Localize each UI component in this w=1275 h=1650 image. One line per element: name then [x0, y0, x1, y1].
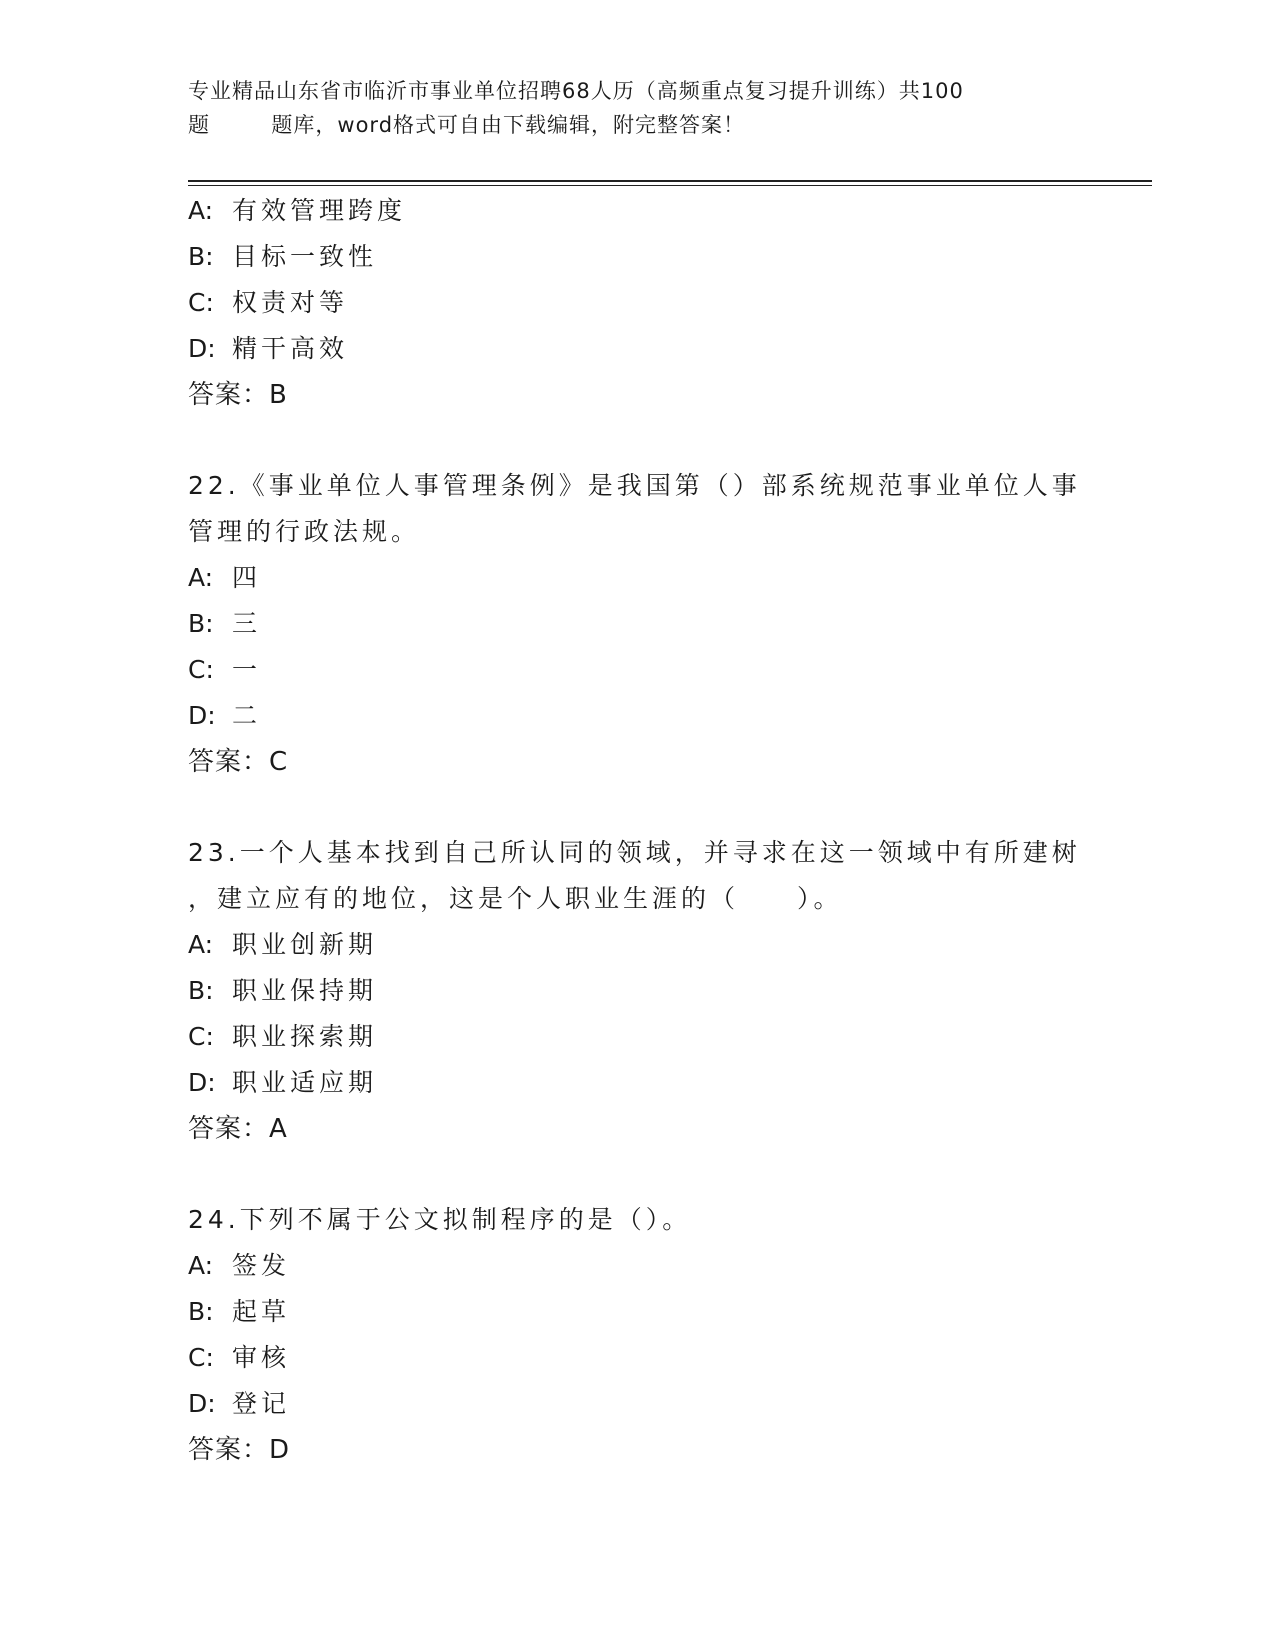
question-list	[188, 188, 1088, 1473]
question-stem: 管理的行政法规。	[188, 517, 421, 546]
option-text: 职业探索期	[232, 1022, 378, 1051]
option-d	[188, 1381, 1088, 1427]
question-stem: 22.《事业单位人事管理条例》是我国第（）部系统规范事业单位人事	[188, 471, 1081, 500]
question-block	[188, 463, 1088, 785]
option-text: 登记	[232, 1389, 291, 1418]
spacer	[188, 418, 1088, 463]
option-text: 有效管理跨度	[232, 196, 407, 225]
option-key: C:	[188, 1022, 214, 1051]
option-key: A:	[188, 563, 214, 592]
question-block	[188, 1197, 1088, 1473]
option-text: 一	[232, 655, 262, 684]
option-a	[188, 188, 1088, 234]
option-key: C:	[188, 288, 214, 317]
option-d	[188, 1060, 1088, 1106]
option-key: B:	[188, 609, 214, 638]
answer: 答案：D	[188, 1435, 291, 1465]
answer: 答案：C	[188, 747, 289, 777]
option-c	[188, 1335, 1088, 1381]
header-line-1: 专业精品山东省市临沂市事业单位招聘68人历（高频重点复习提升训练）共100	[188, 79, 964, 103]
option-key: C:	[188, 655, 214, 684]
option-text: 职业适应期	[232, 1068, 378, 1097]
option-key: B:	[188, 976, 214, 1005]
option-key: C:	[188, 1343, 214, 1372]
option-text: 三	[232, 609, 262, 638]
option-b	[188, 968, 1088, 1014]
option-b	[188, 601, 1088, 647]
option-key: B:	[188, 242, 214, 271]
option-text: 权责对等	[232, 288, 349, 317]
option-d	[188, 326, 1088, 372]
header-rule-thick	[188, 180, 1152, 182]
option-key: A:	[188, 930, 214, 959]
option-b	[188, 234, 1088, 280]
option-a	[188, 555, 1088, 601]
option-key: D:	[188, 701, 216, 730]
option-c	[188, 647, 1088, 693]
question-stem: 24.下列不属于公文拟制程序的是（）。	[188, 1205, 692, 1234]
question-block	[188, 188, 1088, 418]
answer: 答案：B	[188, 380, 288, 410]
option-text: 职业创新期	[232, 930, 378, 959]
header-rule-thin	[188, 185, 1152, 186]
option-text: 职业保持期	[232, 976, 378, 1005]
document-header	[188, 74, 1088, 142]
option-a	[188, 1243, 1088, 1289]
option-d	[188, 693, 1088, 739]
spacer	[188, 1152, 1088, 1197]
answer: 答案：A	[188, 1114, 288, 1144]
option-text: 审核	[232, 1343, 291, 1372]
option-key: B:	[188, 1297, 214, 1326]
option-b	[188, 1289, 1088, 1335]
option-text: 二	[232, 701, 262, 730]
option-c	[188, 280, 1088, 326]
option-text: 起草	[232, 1297, 291, 1326]
option-text: 目标一致性	[232, 242, 378, 271]
option-text: 四	[232, 563, 262, 592]
option-key: D:	[188, 334, 216, 363]
option-key: A:	[188, 196, 214, 225]
question-block	[188, 830, 1088, 1152]
option-key: A:	[188, 1251, 214, 1280]
spacer	[188, 785, 1088, 830]
question-stem: 23.一个人基本找到自己所认同的领域，并寻求在这一领域中有所建树	[188, 838, 1081, 867]
option-text: 精干高效	[232, 334, 349, 363]
header-line-2: 题 题库，word格式可自由下载编辑，附完整答案！	[188, 113, 746, 137]
option-text: 签发	[232, 1251, 291, 1280]
option-key: D:	[188, 1389, 216, 1418]
option-c	[188, 1014, 1088, 1060]
option-key: D:	[188, 1068, 216, 1097]
option-a	[188, 922, 1088, 968]
question-stem: ，建立应有的地位，这是个人职业生涯的（ ）。	[188, 884, 843, 913]
